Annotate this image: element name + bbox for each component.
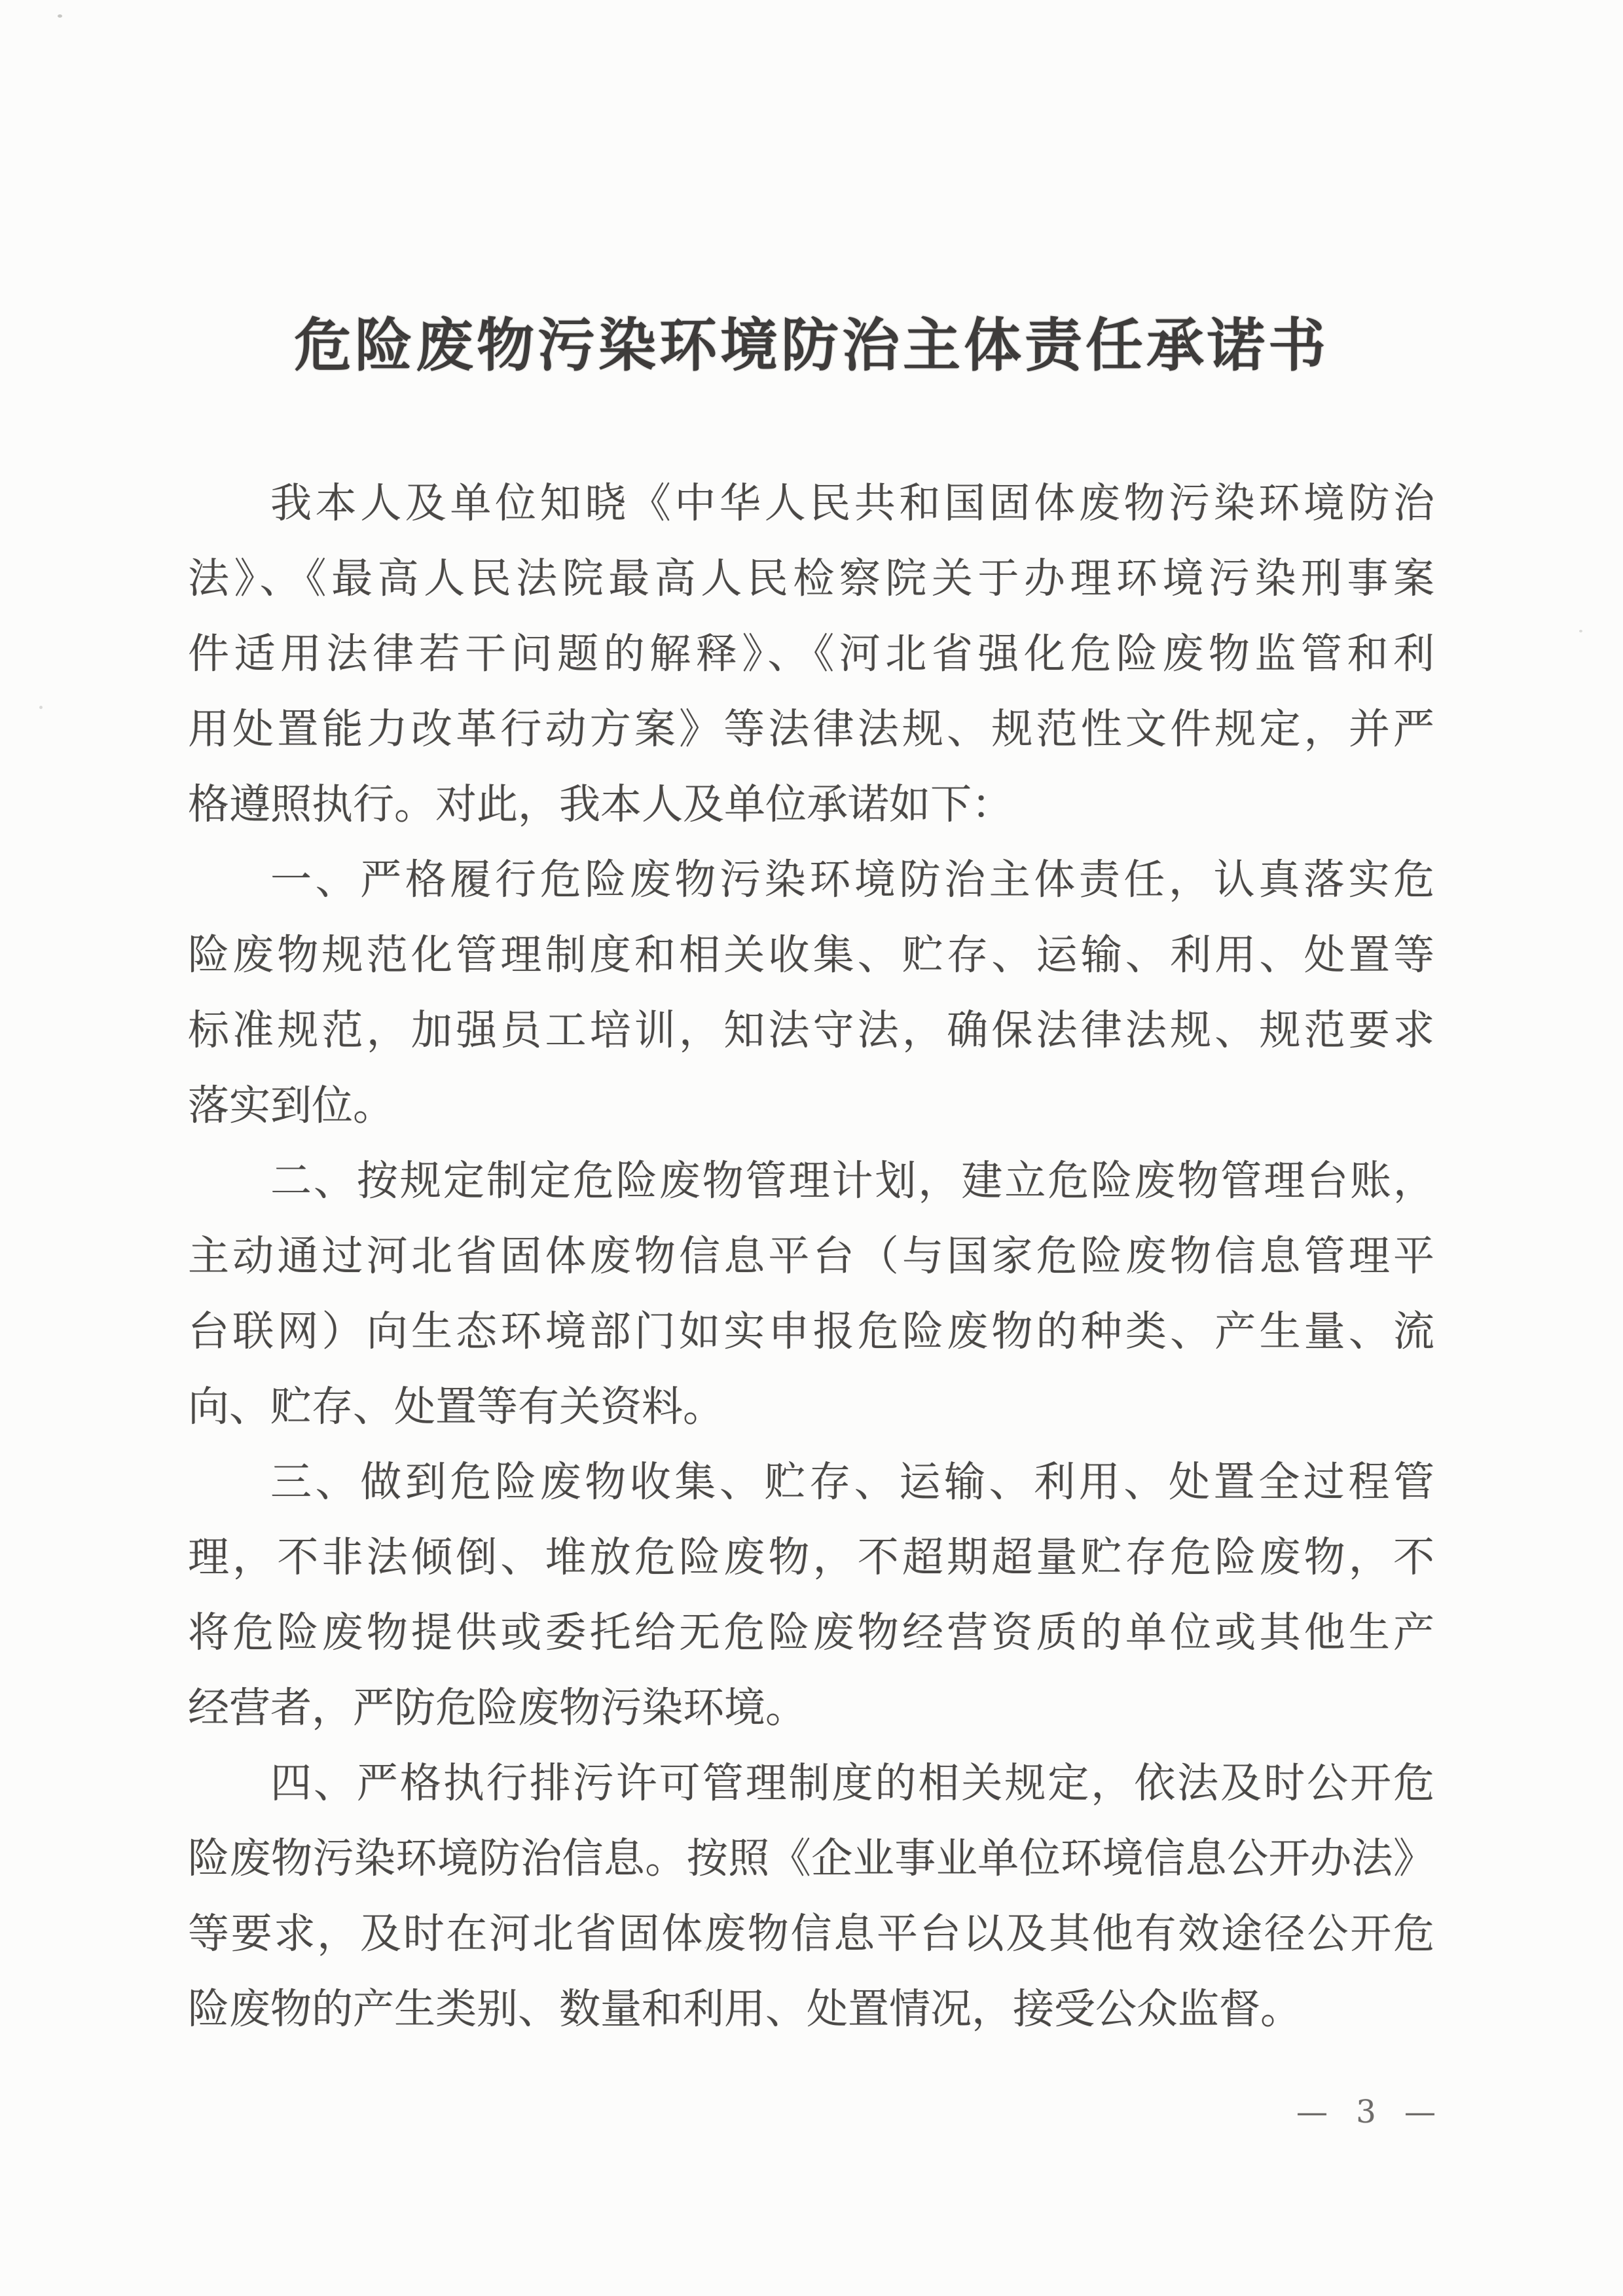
- page-number: — 3 —: [1296, 2094, 1446, 2130]
- document-title: 危险废物污染环境防治主体责任承诺书: [293, 311, 1329, 379]
- paragraph-line: 件适用法律若干问题的解释》、《河北省强化危险废物监管和利: [188, 630, 1434, 678]
- paragraph-line: 格遵照执行。对此，我本人及单位承诺如下：: [188, 780, 1013, 828]
- paragraph-line: 台联网）向生态环境部门如实申报危险废物的种类、产生量、流: [188, 1307, 1434, 1355]
- paragraph-line: 向、贮存、处置等有关资料。: [188, 1383, 724, 1430]
- paragraph-line: 主动通过河北省固体废物信息平台（与国家危险废物信息管理平: [188, 1232, 1434, 1280]
- paragraph-line: 理，不非法倾倒、堆放危险废物，不超期超量贮存危险废物，不: [188, 1533, 1434, 1581]
- paragraph: [188, 1143, 1434, 1444]
- paragraph-line: 三、做到危险废物收集、贮存、运输、利用、处置全过程管: [270, 1458, 1434, 1506]
- document-body: [188, 465, 1434, 2047]
- paragraph: [188, 1444, 1434, 1745]
- paragraph-line: 等要求，及时在河北省固体废物信息平台以及其他有效途径公开危: [188, 1910, 1434, 1958]
- paragraph-line: 四、严格执行排污许可管理制度的相关规定，依法及时公开危: [270, 1759, 1434, 1807]
- paragraph-line: 我本人及单位知晓《中华人民共和国固体废物污染环境防治: [270, 479, 1434, 527]
- paragraph-line: 险废物规范化管理制度和相关收集、贮存、运输、利用、处置等: [188, 931, 1434, 979]
- paragraph: [188, 842, 1434, 1143]
- paragraph-line: 险废物的产生类别、数量和利用、处置情况，接受公众监督。: [188, 1985, 1302, 2033]
- paragraph-line: 落实到位。: [188, 1082, 394, 1129]
- scan-artifact: [1579, 630, 1582, 632]
- paragraph-line: 经营者，严防危险废物污染环境。: [188, 1684, 807, 1732]
- paragraph-line: 二、按规定制定危险废物管理计划，建立危险废物管理台账，: [270, 1157, 1434, 1205]
- paragraph: [188, 465, 1434, 842]
- paragraph-line: 法》、《最高人民法院最高人民检察院关于办理环境污染刑事案: [188, 555, 1434, 602]
- scan-artifact: [39, 706, 43, 709]
- paragraph-line: 用处置能力改革行动方案》等法律法规、规范性文件规定，并严: [188, 705, 1434, 753]
- paragraph-line: 一、严格履行危险废物污染环境防治主体责任，认真落实危: [270, 856, 1434, 903]
- paragraph-line: 标准规范，加强员工培训，知法守法，确保法律法规、规范要求: [188, 1006, 1434, 1054]
- scan-artifact: [58, 14, 62, 18]
- paragraph-line: 将危险废物提供或委托给无危险废物经营资质的单位或其他生产: [188, 1609, 1434, 1656]
- paragraph: [188, 1745, 1434, 2047]
- paragraph-line: 险废物污染环境防治信息。按照《企业事业单位环境信息公开办法》: [188, 1834, 1434, 1882]
